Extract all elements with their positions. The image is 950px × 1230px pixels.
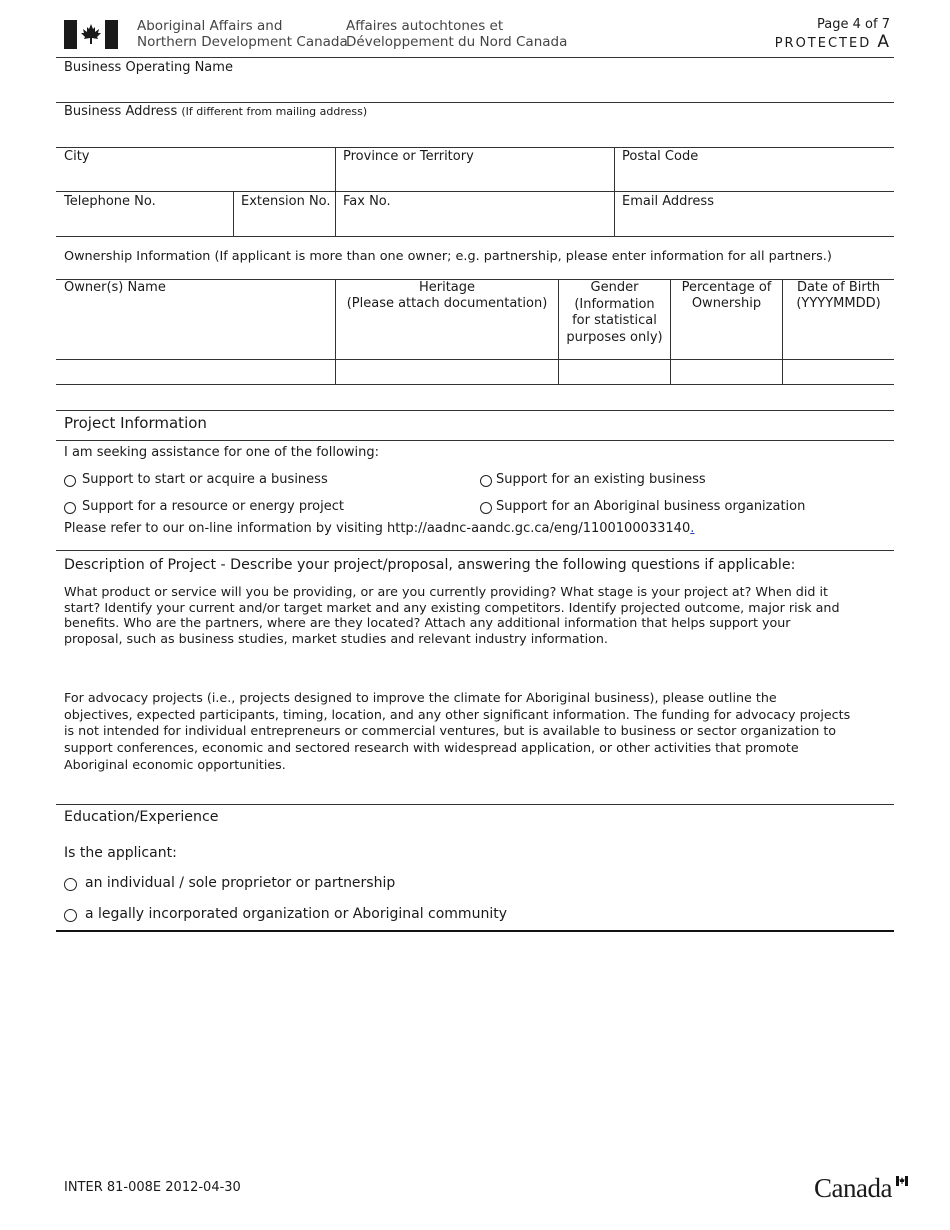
protected-text: PROTECTED — [774, 36, 872, 51]
online-info-link[interactable]: . — [690, 521, 695, 536]
seeking-assistance-label: I am seeking assistance for one of the following: — [64, 445, 380, 460]
description-title: Description of Project - Describe your project/proposal, answering the following questions if applicable: — [64, 557, 796, 573]
online-info-text — [64, 521, 694, 537]
form-number: INTER 81-008E 2012-04-30 — [64, 1180, 241, 1195]
protected-level: A — [877, 32, 891, 52]
radio-existing-business[interactable] — [480, 475, 492, 487]
owner-name-header: Owner(s) Name — [64, 280, 166, 295]
fax-label: Fax No. — [343, 194, 391, 209]
business-operating-name-field[interactable] — [56, 77, 894, 101]
dept-name-en-line1: Aboriginal Affairs and — [137, 18, 283, 34]
radio-start-business[interactable] — [64, 475, 76, 487]
protected-label — [775, 34, 891, 52]
dept-name-en-line2: Northern Development Canada — [137, 34, 348, 50]
option-aboriginal-org-label: Support for an Aboriginal business organization — [496, 499, 806, 514]
option-incorporated-label: a legally incorporated organization or Aboriginal community — [85, 906, 507, 922]
radio-individual[interactable] — [64, 878, 77, 891]
description-paragraph-2: For advocacy projects (i.e., projects designed to improve the climate for Aboriginal business), please outline the objectives, expected participants, timing, location, and any other significant information. The funding for advocacy projects is not intended for individual entrepreneurs or commercial ventures, but is available to business or sector organization to support conferences, economic and sectored research with widespread application, or other activities that promote Aboriginal economic opportunities. — [64, 690, 851, 772]
telephone-label: Telephone No. — [64, 194, 156, 209]
business-operating-name-label: Business Operating Name — [64, 60, 233, 75]
gender-cell[interactable] — [559, 360, 670, 384]
radio-resource-project[interactable] — [64, 502, 76, 514]
city-field[interactable] — [56, 166, 335, 191]
extension-label: Extension No. — [241, 194, 331, 209]
page-indicator: Page 4 of 7 — [817, 17, 890, 32]
business-address-label — [64, 104, 367, 120]
option-start-business-label: Support to start or acquire a business — [82, 472, 328, 487]
heritage-cell[interactable] — [336, 360, 558, 384]
canada-wordmark-text: Canada — [814, 1173, 892, 1203]
online-info-url-text: Please refer to our on-line information by visiting http://aadnc-aandc.gc.ca/eng/1100100033140 — [64, 521, 691, 536]
owner-name-cell[interactable] — [56, 360, 335, 384]
ownership-intro: Ownership Information (If applicant is more than one owner; e.g. partnership, please enter information for all partners.) — [64, 249, 832, 264]
telephone-field[interactable] — [56, 211, 233, 236]
postal-code-field[interactable] — [615, 166, 894, 191]
dept-name-fr-line1: Affaires autochtones et — [346, 18, 504, 34]
option-individual-label: an individual / sole proprietor or partnership — [85, 875, 396, 891]
option-existing-business-label: Support for an existing business — [496, 472, 706, 487]
percentage-cell[interactable] — [671, 360, 782, 384]
gender-header: Gender (Information for statistical purposes only) — [566, 280, 663, 345]
education-title: Education/Experience — [64, 809, 219, 825]
dept-name-fr-line2: Développement du Nord Canada — [346, 34, 568, 50]
canada-wordmark — [814, 1172, 892, 1204]
fax-field[interactable] — [336, 211, 614, 236]
option-resource-project-label: Support for a resource or energy project — [82, 499, 344, 514]
heritage-header: Heritage (Please attach documentation) — [346, 280, 548, 311]
applicant-question: Is the applicant: — [64, 845, 177, 861]
extension-field[interactable] — [234, 211, 335, 236]
radio-aboriginal-org[interactable] — [480, 502, 492, 514]
radio-incorporated[interactable] — [64, 909, 77, 922]
business-address-field[interactable] — [56, 121, 894, 146]
project-section-title: Project Information — [64, 414, 207, 432]
business-address-label-text: Business Address — [64, 104, 178, 119]
government-flag-logo — [64, 20, 118, 49]
dob-cell[interactable] — [783, 360, 894, 384]
owner-row — [56, 360, 894, 384]
province-field[interactable] — [336, 166, 614, 191]
business-address-note: (If different from mailing address) — [181, 105, 368, 118]
province-label: Province or Territory — [343, 149, 474, 164]
city-label: City — [64, 149, 90, 164]
email-label: Email Address — [622, 194, 714, 209]
dob-header: Date of Birth (YYYYMMDD) — [796, 280, 881, 311]
email-field[interactable] — [615, 211, 894, 236]
postal-code-label: Postal Code — [622, 149, 699, 164]
percentage-header: Percentage of Ownership — [681, 280, 772, 311]
canada-wordmark-flag-icon — [896, 1176, 908, 1186]
description-paragraph-1: What product or service will you be providing, or are you currently providing? What stage is your project at? When did it start? Identify your current and/or target market and any existing competitors. Identify projected outcome, major risk and benefits. Who are the partners, where are they located? Attach any additional information that helps support your proposal, such as business studies, market studies and relevant industry information. — [64, 584, 840, 647]
